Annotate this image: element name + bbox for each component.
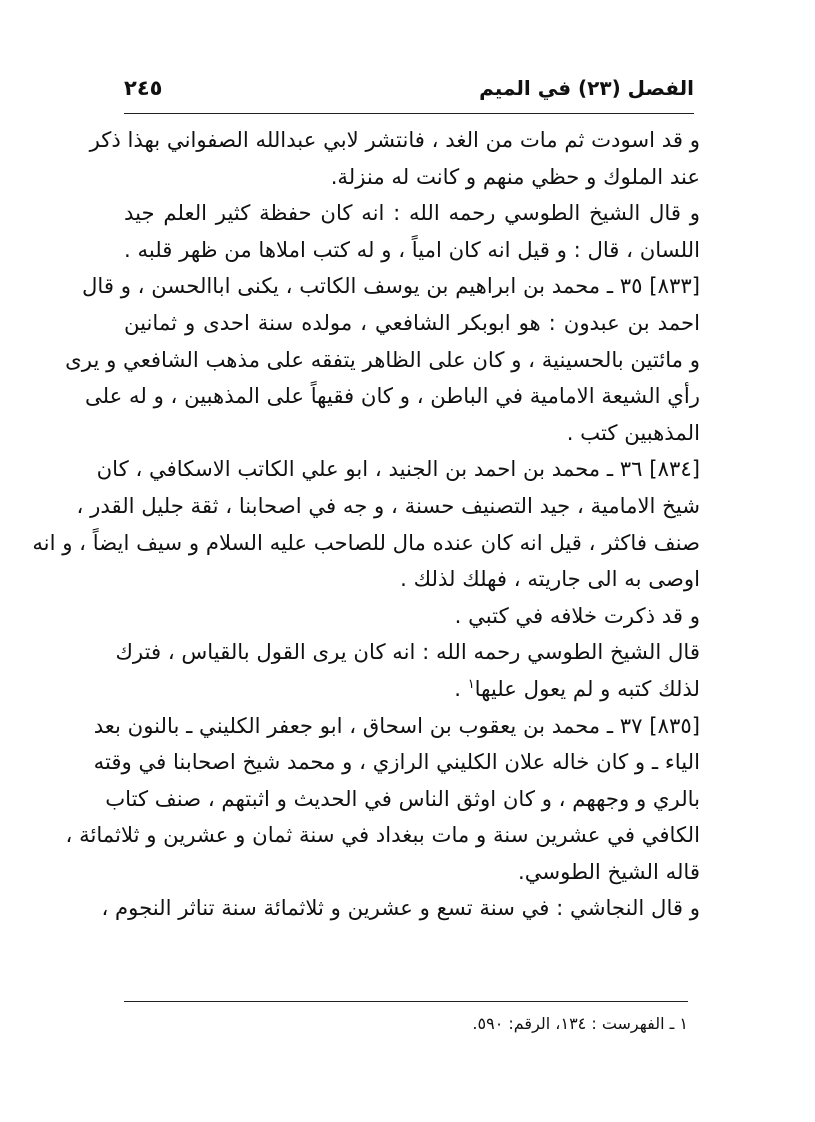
text-line: و قال النجاشي : في سنة تسع و عشرين و ثلاثمائة سنة تناثر النجوم ، bbox=[101, 895, 700, 921]
text-line: الياء ـ و كان خاله علان الكليني الرازي ، و محمد شيخ اصحابنا في وقته bbox=[93, 749, 700, 775]
text-line: عند الملوك و حظي منهم و كانت له منزلة. bbox=[330, 163, 700, 189]
text-line: لذلك كتبه و لم يعول عليها$^١$ . bbox=[454, 675, 700, 701]
text-line: صنف فاكثر ، قيل انه كان عنده مال للصاحب عليه السلام و سيف ايضاً ، و انه bbox=[32, 529, 700, 555]
page-number: ٢٤٥ bbox=[124, 76, 163, 100]
entry-line: [٨٣٤] ٣٦ ـ محمد بن احمد بن الجنيد ، ابو علي الكاتب الاسكافي ، كان bbox=[96, 456, 700, 482]
text-line: و قد ذكرت خلافه في كتبي . bbox=[454, 602, 700, 628]
text-line: و مائتين بالحسينية ، و كان على الظاهر يتفقه على مذهب الشافعي و يرى bbox=[65, 346, 700, 372]
text-line: المذهبين كتب . bbox=[566, 419, 700, 445]
text-line: قاله الشيخ الطوسي. bbox=[518, 858, 700, 884]
text-line: رأي الشيعة الامامية في الباطن ، و كان فقيهاً على المذهبين ، و له على bbox=[84, 383, 700, 409]
header-rule bbox=[124, 113, 694, 114]
text-line: بالري و وجههم ، و كان اوثق الناس في الحديث و اثبتهم ، صنف كتاب bbox=[105, 785, 700, 811]
body-text bbox=[32, 122, 700, 927]
text-line: اللسان ، قال : و قيل انه كان امياً ، و له كتب املاها من ظهر قلبه . bbox=[124, 236, 700, 262]
footnote-reference[interactable]: ١ bbox=[467, 676, 475, 692]
text-line: اوصى به الى جاريته ، فهلك لذلك . bbox=[400, 566, 700, 592]
text-line: الكافي في عشرين سنة و مات ببغداد في سنة ثمان و عشرين و ثلاثمائة ، bbox=[65, 822, 700, 848]
running-title: الفصل (٢٣) في الميم bbox=[479, 76, 694, 100]
text-line: قال الشيخ الطوسي رحمه الله : انه كان يرى القول بالقياس ، فترك bbox=[115, 639, 700, 665]
text-line-content: لذلك كتبه و لم يعول عليها bbox=[474, 675, 700, 701]
text-line: شيخ الامامية ، جيد التصنيف حسنة ، و جه في اصحابنا ، ثقة جليل القدر ، bbox=[76, 492, 700, 518]
footnote: ١ ـ الفهرست : ١٣٤، الرقم: ٥٩٠. bbox=[472, 1014, 688, 1033]
entry-line: [٨٣٣] ٣٥ ـ محمد بن ابراهيم بن يوسف الكاتب ، يكنى اباالحسن ، و قال bbox=[82, 273, 700, 299]
text-line: و قد اسودت ثم مات من الغد ، فانتشر لابي عبدالله الصفواني بهذا ذكر bbox=[89, 127, 700, 152]
footnote-rule bbox=[124, 1001, 688, 1002]
text-line: احمد بن عبدون : هو ابوبكر الشافعي ، مولده سنة احدى و ثمانين bbox=[124, 309, 700, 335]
text-line: و قال الشيخ الطوسي رحمه الله : انه كان حفظة كثير العلم جيد bbox=[124, 200, 700, 226]
page-header bbox=[124, 74, 694, 108]
entry-line: [٨٣٥] ٣٧ ـ محمد بن يعقوب بن اسحاق ، ابو جعفر الكليني ـ بالنون بعد bbox=[93, 712, 700, 738]
